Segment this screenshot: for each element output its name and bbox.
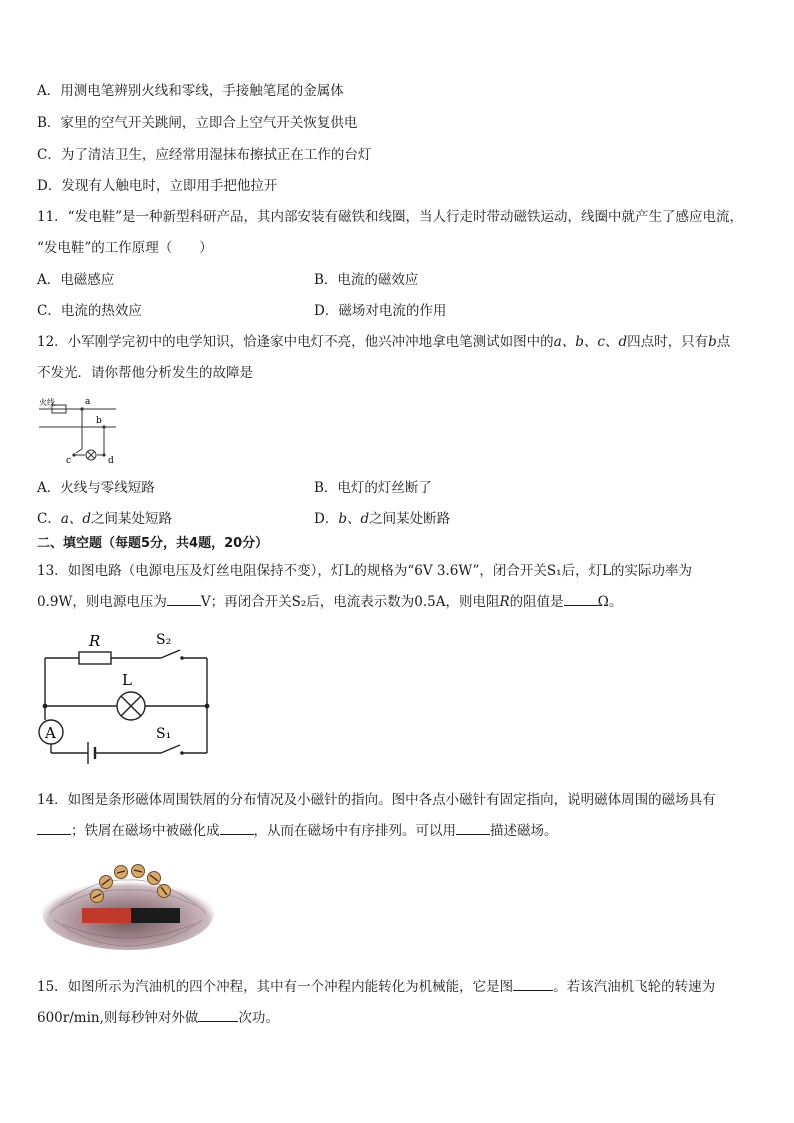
q15-blank-2[interactable] bbox=[198, 1009, 238, 1022]
q13-circuit-figure bbox=[34, 624, 214, 770]
q12-circuit-figure bbox=[36, 393, 122, 465]
q14-stem-line1: 14．如图是条形磁体周围铁屑的分布情况及小磁针的指向。图中各点小磁针有固定指向，说明磁体周围的磁场具有 bbox=[37, 792, 716, 808]
q12-label-a: a bbox=[85, 397, 91, 407]
q14-text-c: 描述磁场。 bbox=[490, 823, 558, 839]
q12-label-d: d bbox=[108, 456, 114, 465]
q13-label-switch-s2: S₂ bbox=[156, 632, 172, 648]
q15-stem-line1 bbox=[37, 978, 715, 996]
q12-stem-line1 bbox=[37, 333, 730, 351]
q10-option-c: C．为了清洁卫生，应经常用湿抹布擦拭正在工作的台灯 bbox=[37, 147, 372, 163]
section-title-fill-in: 二、填空题（每题5分，共4题，20分） bbox=[37, 536, 269, 551]
q10-option-b: B．家里的空气开关跳闸，立即合上空气开关恢复供电 bbox=[37, 115, 358, 131]
q15-text-a: 15．如图所示为汽油机的四个冲程，其中有一个冲程内能转化为机械能，它是图 bbox=[37, 979, 514, 995]
q10-option-a: A．用测电笔辨别火线和零线，手接触笔尾的金属体 bbox=[37, 83, 344, 99]
q14-blank-1[interactable] bbox=[37, 822, 71, 835]
q12-option-c-prefix: C． bbox=[37, 511, 61, 527]
q13-label-lamp: L bbox=[122, 671, 132, 689]
q13-label-ammeter: A bbox=[45, 724, 56, 742]
q13-text-d: Ω。 bbox=[597, 594, 623, 610]
q11-option-a: A．电磁感应 bbox=[37, 272, 115, 288]
q14-magnet-iron-filings-photo bbox=[40, 858, 216, 950]
q13-stem-line2 bbox=[37, 593, 622, 611]
q12-point-b: b bbox=[708, 334, 717, 350]
q11-option-c: C．电流的热效应 bbox=[37, 303, 142, 319]
q13-blank-resistance[interactable] bbox=[564, 593, 598, 606]
q12-option-c bbox=[37, 510, 172, 528]
q13-label-switch-s1: S₁ bbox=[156, 726, 172, 742]
q12-label-live-wire: 火线 bbox=[39, 398, 55, 407]
q14-blank-3[interactable] bbox=[456, 822, 490, 835]
q12-points: a、b、c、d bbox=[553, 334, 628, 350]
q12-stem-text-a: 12．小军刚学完初中的电学知识，恰逢家中电灯不亮，他兴冲冲地拿电笔测试如图中的 bbox=[37, 334, 554, 350]
q12-label-b: b bbox=[96, 416, 102, 426]
q13-blank-voltage[interactable] bbox=[167, 593, 201, 606]
q12-option-d-vars: b、d bbox=[338, 511, 370, 527]
q14-blank-2[interactable] bbox=[220, 822, 254, 835]
q14-text-b: ，从而在磁场中有序排列。可以用 bbox=[253, 823, 456, 839]
q15-text-d: 次功。 bbox=[238, 1010, 279, 1026]
q13-text-c: 的阻值是 bbox=[509, 594, 564, 610]
q12-option-c-text: 之间某处短路 bbox=[91, 511, 173, 527]
q12-label-c: c bbox=[66, 456, 72, 465]
q13-text-b: V；再闭合开关S₂后，电流表示数为0.5A，则电阻 bbox=[200, 594, 500, 610]
q11-stem-line1: 11．“发电鞋”是一种新型科研产品，其内部安装有磁铁和线圈，当人行走时带动磁铁运动，线圈中就产生了感应电流， bbox=[37, 209, 743, 225]
q14-text-a: ；铁屑在磁场中被磁化成 bbox=[71, 823, 220, 839]
q12-option-d-prefix: D． bbox=[314, 511, 339, 527]
q12-stem-text-c: 点 bbox=[716, 334, 731, 350]
q13-label-resistor: R bbox=[89, 632, 101, 650]
q15-text-c: 600r/min,则每秒钟对外做 bbox=[37, 1010, 199, 1026]
q11-option-b: B．电流的磁效应 bbox=[314, 272, 419, 288]
q11-option-d: D．磁场对电流的作用 bbox=[314, 303, 447, 319]
q10-option-d: D．发现有人触电时，立即用手把他拉开 bbox=[37, 178, 278, 194]
q13-text-a: 0.9W，则电源电压为 bbox=[37, 594, 167, 610]
q15-text-b: 。若该汽油机飞轮的转速为 bbox=[553, 979, 716, 995]
q12-option-b: B．电灯的灯丝断了 bbox=[314, 480, 432, 496]
q12-option-c-vars: a、d bbox=[60, 511, 92, 527]
q15-blank-1[interactable] bbox=[513, 978, 553, 991]
q12-option-d-text: 之间某处断路 bbox=[369, 511, 451, 527]
q15-stem-line2 bbox=[37, 1009, 279, 1027]
q13-stem-line1: 13．如图电路（电源电压及灯丝电阻保持不变），灯L的规格为“6V 3.6W”，闭合开关S₁后，灯L的实际功率为 bbox=[37, 563, 693, 579]
q12-stem-text-b: 四点时，只有 bbox=[627, 334, 709, 350]
q14-stem-line2 bbox=[37, 822, 558, 840]
q12-stem-line2: 不发光．请你帮他分析发生的故障是 bbox=[37, 365, 253, 381]
q12-option-a: A．火线与零线短路 bbox=[37, 480, 155, 496]
q13-var-r: R bbox=[499, 594, 510, 610]
q12-option-d bbox=[314, 510, 450, 528]
q11-stem-line2: “发电鞋”的工作原理（ ） bbox=[37, 240, 213, 256]
